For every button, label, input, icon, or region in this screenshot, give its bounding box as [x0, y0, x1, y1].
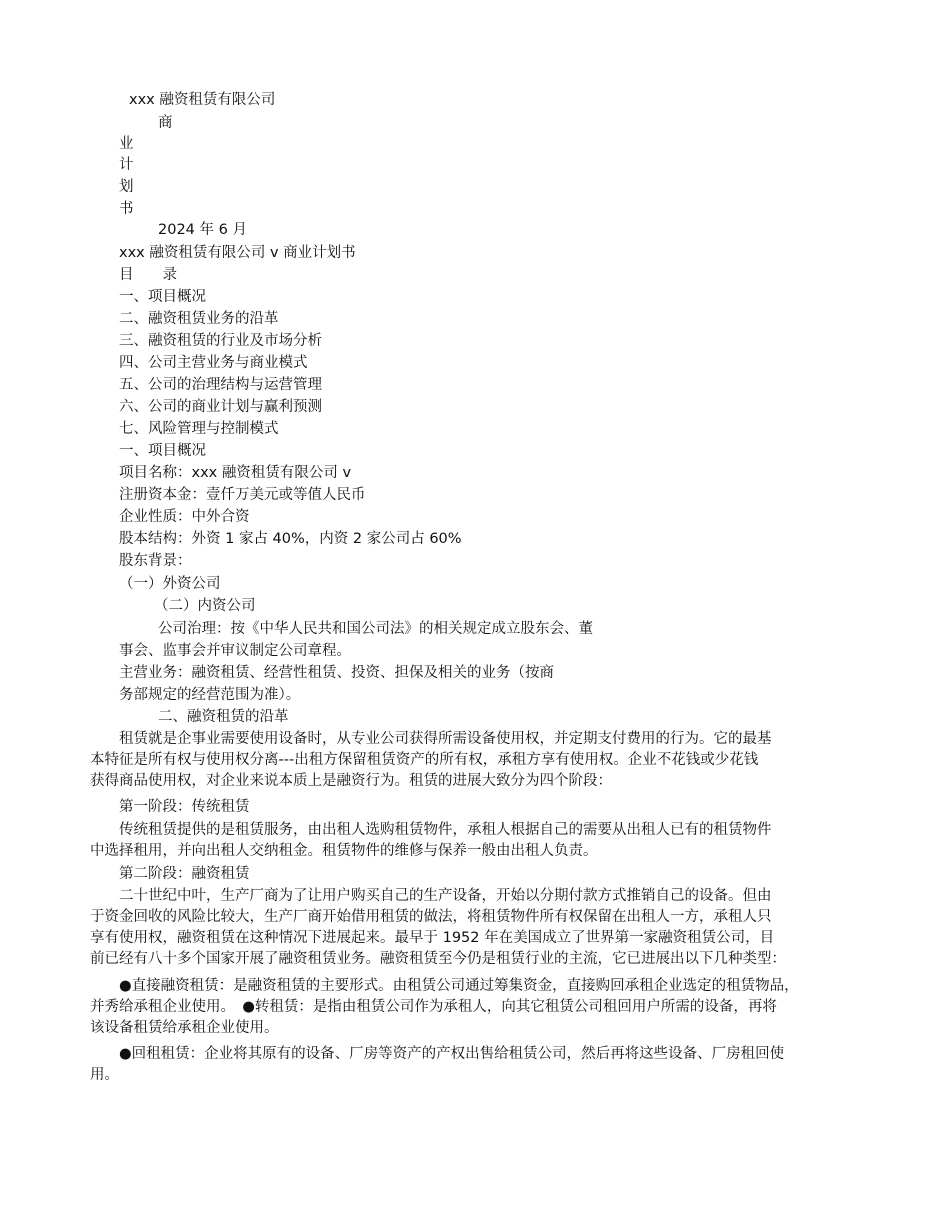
cover-title-char: 划 [119, 179, 134, 195]
subsection-heading: （一）外资公司 [119, 576, 221, 592]
toc-item: 二、融资租赁业务的沿革 [119, 311, 279, 327]
intro-paragraph [90, 729, 860, 792]
project-field: 项目名称：xxx 融资租赁有限公司 v [119, 465, 352, 481]
subsection-heading: （二）内资公司 [154, 598, 256, 614]
governance-line: 事会、监事会并审议制定公司章程。 [119, 643, 351, 659]
section-heading: 二、融资租赁的沿革 [158, 709, 289, 725]
project-field: 注册资本金：壹仟万美元或等值人民币 [119, 487, 366, 503]
paragraph-line: 并秀给承租企业使用。 ●转租赁：是指由租赁公司作为承租人，向其它租赁公司租回用户所需的设备，再将 [90, 999, 777, 1015]
toc-item: 六、公司的商业计划与赢利预测 [119, 399, 322, 415]
document-title: xxx 融资租赁有限公司 v 商业计划书 [119, 245, 356, 261]
toc-item: 五、公司的治理结构与运营管理 [119, 377, 322, 393]
stage1-paragraph [90, 820, 860, 862]
cover-title-char: 计 [119, 157, 134, 173]
project-field: 股本结构：外资 1 家占 40%，内资 2 家公司占 60% [119, 531, 462, 547]
cover-title-char: 商 [158, 115, 173, 131]
toc-heading: 目 录 [119, 267, 177, 283]
paragraph-line: 本特征是所有权与使用权分离---出租方保留租赁资产的所有权，承租方享有使用权。企业不花钱或少花钱 [90, 752, 759, 768]
paragraph-line: 租赁就是企事业需要使用设备时，从专业公司获得所需设备使用权，并定期支付费用的行为。它的最基 [119, 731, 772, 747]
paragraph-line: 该设备租赁给承租企业使用。 [90, 1020, 279, 1036]
cover-company-name: xxx 融资租赁有限公司 [129, 92, 276, 108]
cover-date: 2024 年 6 月 [158, 222, 247, 238]
business-line: 主营业务：融资租赁、经营性租赁、投资、担保及相关的业务（按商 [119, 665, 554, 681]
lease-types-paragraph [90, 976, 860, 1039]
governance-line: 公司治理：按《中华人民共和国公司法》的相关规定成立股东会、董 [158, 621, 593, 637]
paragraph-line: 前已经有八十多个国家开展了融资租赁业务。融资租赁至今仍是租赁行业的主流，它已进展出以下几种类型： [90, 951, 786, 967]
paragraph-line: ●回租租赁：企业将其原有的设备、厂房等资产的产权出售给租赁公司，然后再将这些设备、厂房租回使 [119, 1046, 785, 1062]
project-field: 企业性质：中外合资 [119, 509, 250, 525]
toc-item: 三、融资租赁的行业及市场分析 [119, 333, 322, 349]
stage2-paragraph [90, 886, 860, 970]
paragraph-line: 用。 [90, 1067, 119, 1083]
paragraph-line: 中选择租用，并向出租人交纳租金。租赁物件的维修与保养一般由出租人负责。 [90, 843, 598, 859]
toc-item: 四、公司主营业务与商业模式 [119, 355, 308, 371]
toc-item: 一、项目概况 [119, 289, 206, 305]
cover-title-char: 业 [119, 136, 134, 152]
paragraph-line: 二十世纪中叶，生产厂商为了让用户购买自己的生产设备，开始以分期付款方式推销自己的设备。但由 [119, 888, 772, 904]
cover-title-char: 书 [119, 201, 134, 217]
paragraph-line: 享有使用权，融资租赁在这种情况下进展起来。最早于 1952 年在美国成立了世界第一家融资租赁公司，目 [90, 930, 775, 946]
stage-heading: 第一阶段：传统租赁 [119, 799, 250, 815]
paragraph-line: 获得商品使用权，对企业来说本质上是融资行为。租赁的进展大致分为四个阶段： [90, 773, 612, 789]
stage-heading: 第二阶段：融资租赁 [119, 866, 250, 882]
business-line: 务部规定的经营范围为准）。 [119, 687, 301, 703]
paragraph-line: 传统租赁提供的是租赁服务，由出租人选购租赁物件，承租人根据自己的需要从出租人已有的租赁物件 [119, 822, 772, 838]
toc-item: 七、风险管理与控制模式 [119, 421, 279, 437]
paragraph-line: ●直接融资租赁：是融资租赁的主要形式。由租赁公司通过筹集资金，直接购回承租企业选定的租赁物品， [119, 978, 799, 994]
leaseback-paragraph [90, 1044, 860, 1086]
project-field: 股东背景： [119, 553, 192, 569]
paragraph-line: 于资金回收的风险比较大，生产厂商开始借用租赁的做法，将租赁物件所有权保留在出租人一方，承租人只 [90, 909, 772, 925]
section-heading: 一、项目概况 [119, 443, 206, 459]
